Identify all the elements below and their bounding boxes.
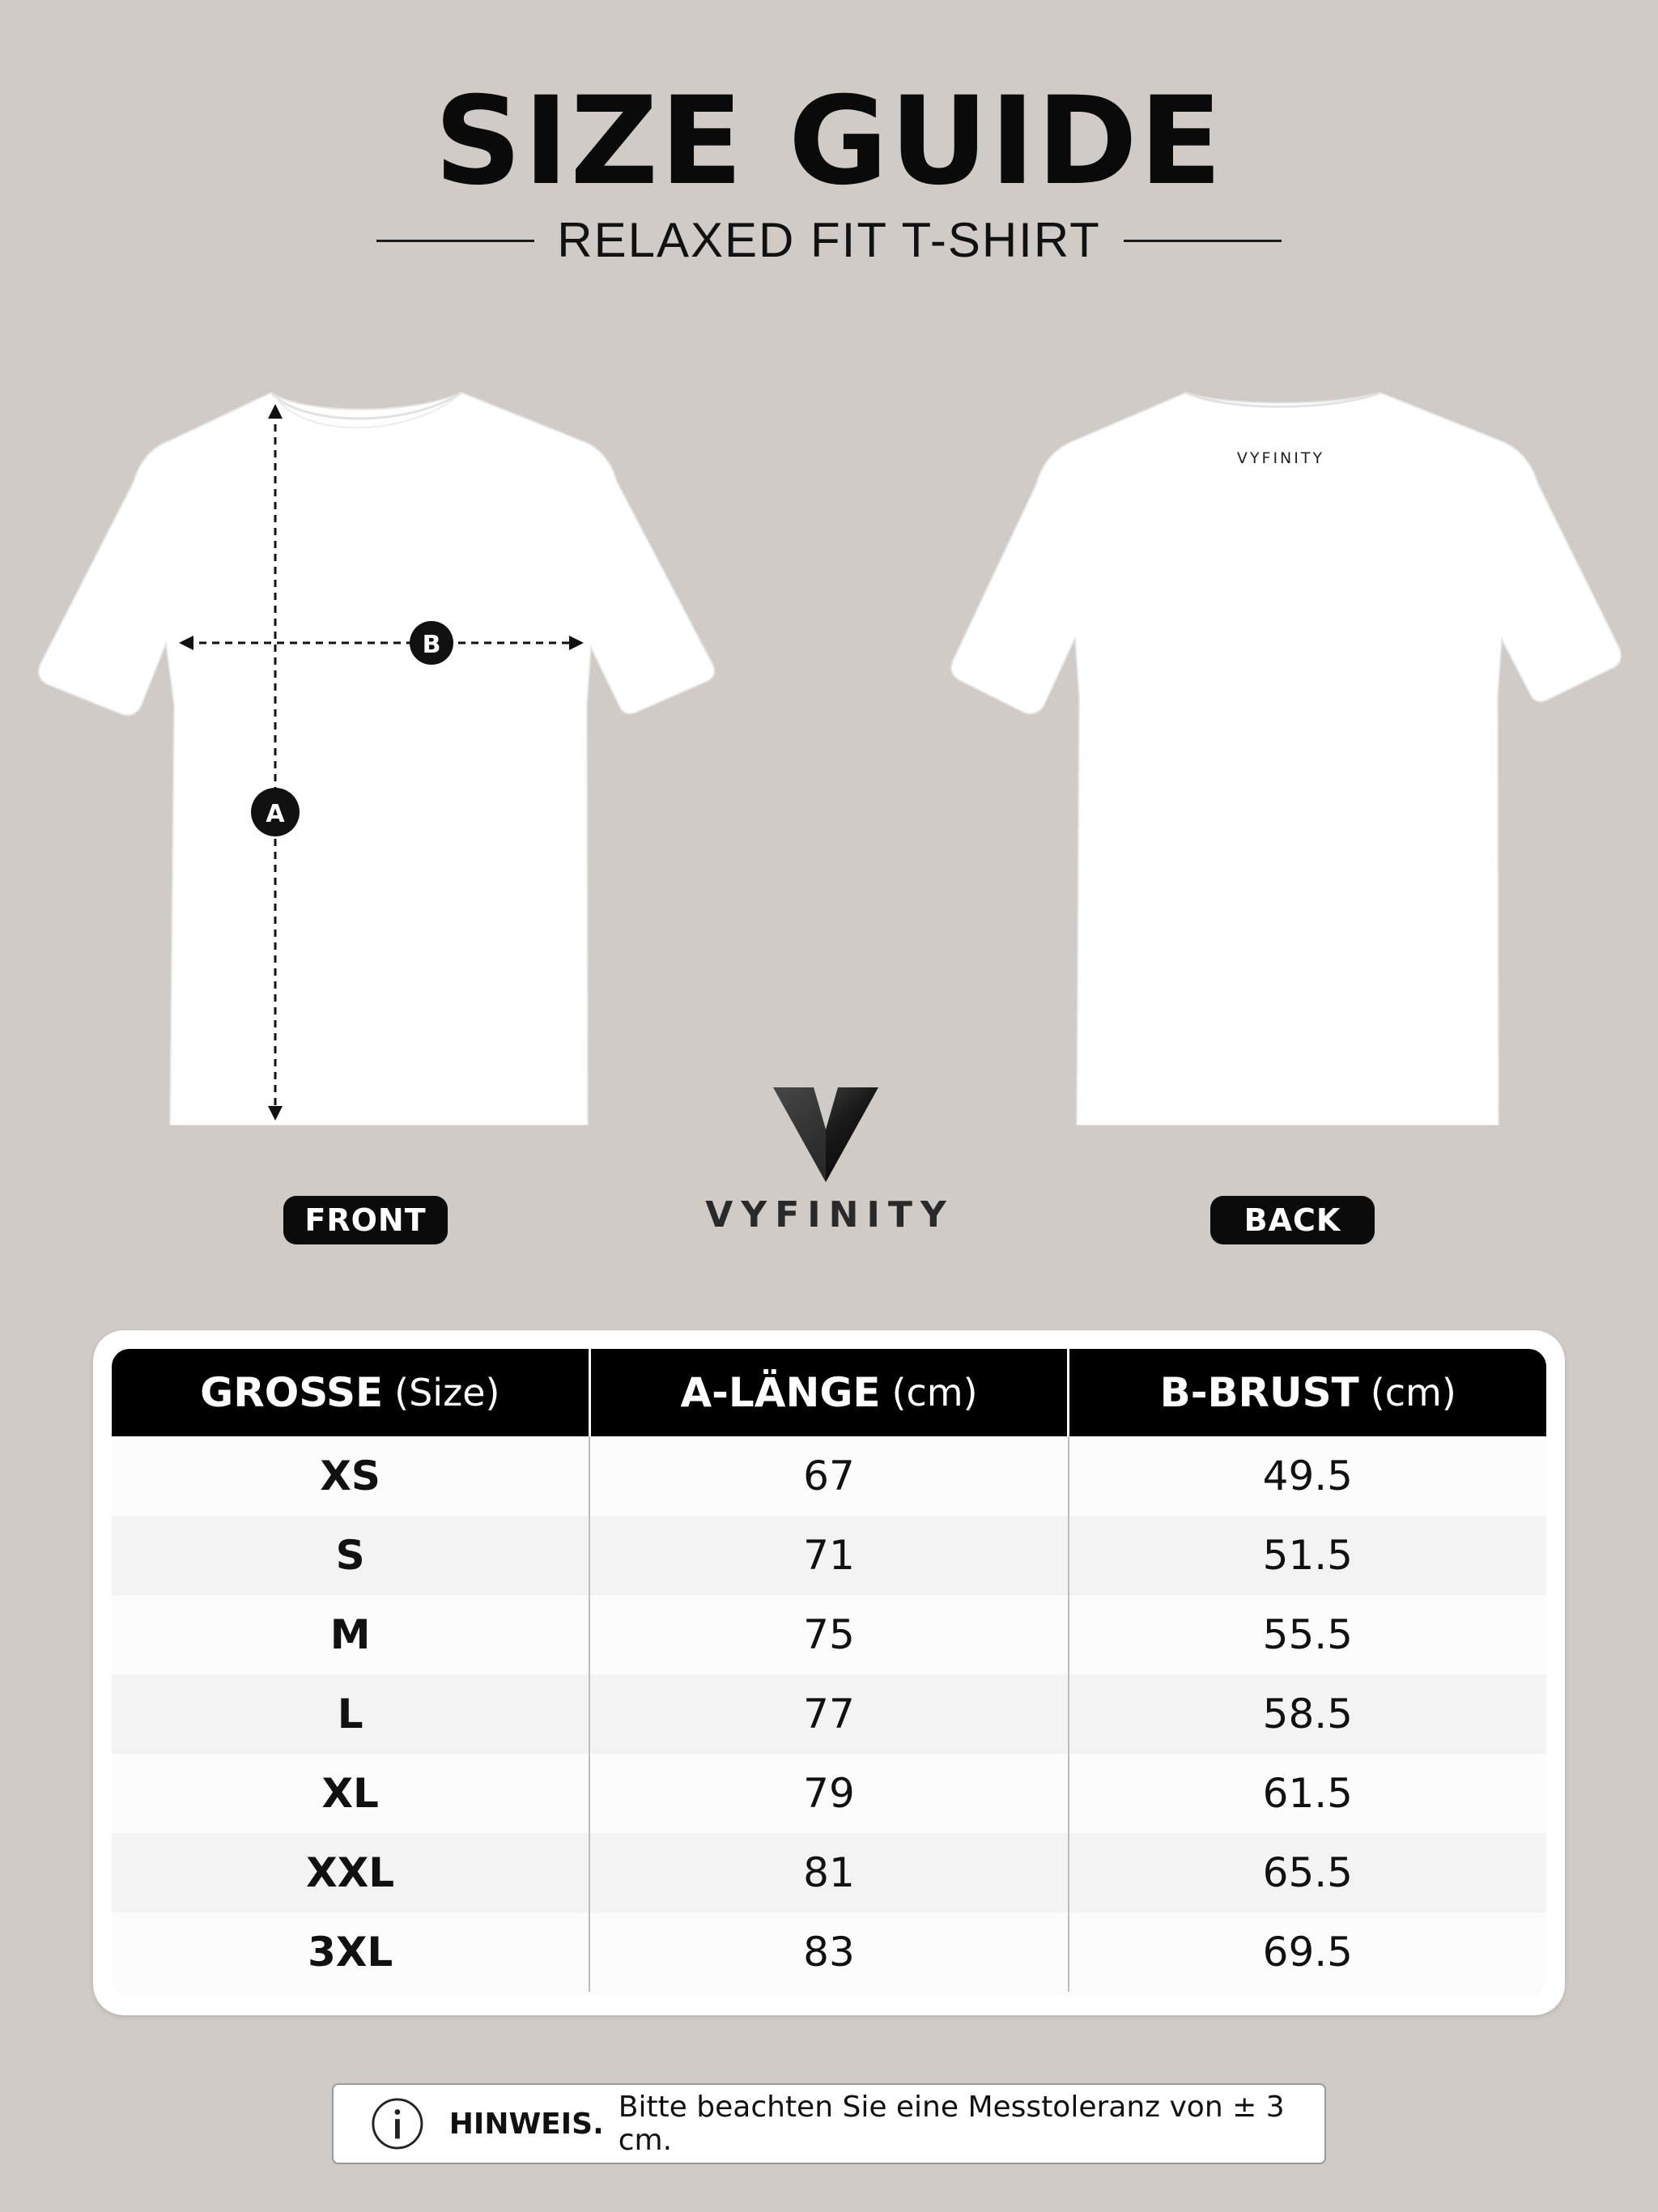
chest-cell: 61.5 <box>1262 1770 1353 1817</box>
front-label: FRONT <box>283 1196 448 1244</box>
divider-left <box>376 240 534 242</box>
shirt-back-image <box>943 381 1631 1125</box>
size-cell: XS <box>112 1436 590 1516</box>
table-row <box>112 1674 1546 1754</box>
svg-text:A: A <box>266 800 285 828</box>
column-header-unit: (cm) <box>891 1371 978 1414</box>
size-cell: XXL <box>112 1833 590 1912</box>
length-cell: 83 <box>590 1912 1069 1992</box>
brand-name: VYFINITY <box>705 1194 954 1236</box>
size-cell: S <box>112 1516 590 1595</box>
back-label: BACK <box>1210 1196 1375 1244</box>
table-row <box>112 1595 1546 1674</box>
size-cell: L <box>112 1674 590 1754</box>
table-row <box>112 1833 1546 1912</box>
column-header-label: GROSSE <box>200 1369 384 1416</box>
chest-cell: 65.5 <box>1262 1849 1353 1896</box>
length-cell: 75 <box>590 1595 1069 1674</box>
length-cell: 71 <box>590 1516 1069 1595</box>
measure-b-marker <box>410 621 453 665</box>
column-header-unit: (cm) <box>1370 1371 1456 1414</box>
size-cell: XL <box>112 1754 590 1833</box>
tolerance-note <box>332 2083 1326 2164</box>
measure-a-marker <box>251 788 300 836</box>
column-header-length <box>591 1349 1070 1436</box>
length-cell: 79 <box>590 1754 1069 1833</box>
table-header <box>112 1349 1546 1436</box>
column-header-unit: (Size) <box>394 1371 500 1414</box>
size-table-card <box>93 1330 1565 2015</box>
table-row <box>112 1754 1546 1833</box>
size-cell: M <box>112 1595 590 1674</box>
column-header-label: B-BRUST <box>1159 1369 1359 1416</box>
size-cell: 3XL <box>112 1912 590 1992</box>
divider-right <box>1124 240 1282 242</box>
subtitle-row <box>0 212 1658 269</box>
size-table <box>112 1349 1546 1997</box>
table-row <box>112 1912 1546 1992</box>
chest-cell: 49.5 <box>1262 1453 1353 1499</box>
chest-cell: 58.5 <box>1262 1691 1353 1738</box>
svg-text:B: B <box>422 631 441 659</box>
back-print-text: VYFINITY <box>1236 449 1325 467</box>
chest-cell: 55.5 <box>1262 1611 1353 1658</box>
table-body <box>112 1436 1546 1992</box>
chest-cell: 51.5 <box>1262 1532 1353 1579</box>
table-row <box>112 1436 1546 1516</box>
shirt-front-image <box>32 381 721 1125</box>
info-icon <box>370 2095 425 2152</box>
length-cell: 81 <box>590 1833 1069 1912</box>
table-row <box>112 1516 1546 1595</box>
column-header-label: A-LÄNGE <box>680 1369 881 1416</box>
column-header-chest <box>1069 1349 1546 1436</box>
length-cell: 77 <box>590 1674 1069 1754</box>
page-title: SIZE GUIDE <box>434 71 1224 212</box>
note-label: HINWEIS. <box>449 2107 604 2141</box>
chest-cell: 69.5 <box>1262 1929 1353 1976</box>
note-text: Bitte beachten Sie eine Messtoleranz von ± 3 cm. <box>618 2091 1285 2157</box>
column-header-size <box>112 1349 591 1436</box>
v-logo-icon <box>769 1081 882 1186</box>
length-cell: 67 <box>590 1436 1069 1516</box>
page-subtitle: RELAXED FIT T-SHIRT <box>557 213 1101 267</box>
